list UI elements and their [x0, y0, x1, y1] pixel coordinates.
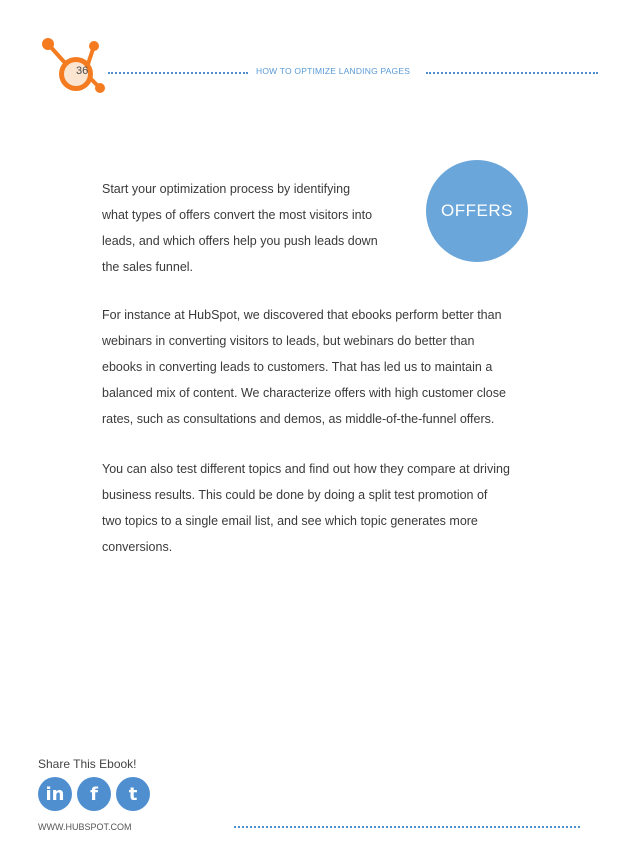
header-divider-left — [108, 72, 248, 74]
paragraph-line: business results. This could be done by doing a split test promotion of — [102, 488, 488, 502]
intro-line: Start your optimization process by identifying — [102, 182, 351, 196]
paragraph-topics — [102, 456, 562, 560]
header-divider-right — [426, 72, 598, 74]
paragraph-hubspot-example — [102, 302, 562, 432]
header-title: HOW TO OPTIMIZE LANDING PAGES — [256, 66, 411, 76]
facebook-icon[interactable] — [77, 777, 111, 811]
footer-url-link[interactable]: WWW.HUBSPOT.COM — [38, 822, 132, 832]
intro-line: leads, and which offers help you push leads down — [102, 234, 378, 248]
twitter-icon[interactable] — [116, 777, 150, 811]
paragraph-line: conversions. — [102, 540, 173, 554]
offers-badge — [426, 160, 528, 262]
paragraph-line: webinars in converting visitors to leads, but webinars do better than — [102, 334, 475, 348]
page-number: 36 — [76, 65, 89, 77]
intro-paragraph — [102, 176, 422, 280]
footer-divider — [234, 826, 580, 828]
offers-badge-label: OFFERS — [441, 201, 513, 220]
twitter-glyph: t — [128, 783, 138, 805]
paragraph-line: two topics to a single email list, and see which topic generates more — [102, 514, 478, 528]
paragraph-line: rates, such as consultations and demos, as middle-of-the-funnel offers. — [102, 412, 495, 426]
paragraph-line: You can also test different topics and find out how they compare at driving — [102, 462, 510, 476]
paragraph-line: For instance at HubSpot, we discovered that ebooks perform better than — [102, 308, 502, 322]
paragraph-line: balanced mix of content. We characterize offers with high customer close — [102, 386, 506, 400]
intro-line: the sales funnel. — [102, 260, 194, 274]
facebook-glyph: f — [90, 783, 98, 805]
intro-line: what types of offers convert the most visitors into — [102, 208, 373, 222]
paragraph-line: ebooks in converting leads to customers. That has led us to maintain a — [102, 360, 493, 374]
linkedin-glyph: in — [45, 783, 65, 805]
linkedin-icon[interactable] — [38, 777, 72, 811]
share-label: Share This Ebook! — [38, 757, 137, 771]
